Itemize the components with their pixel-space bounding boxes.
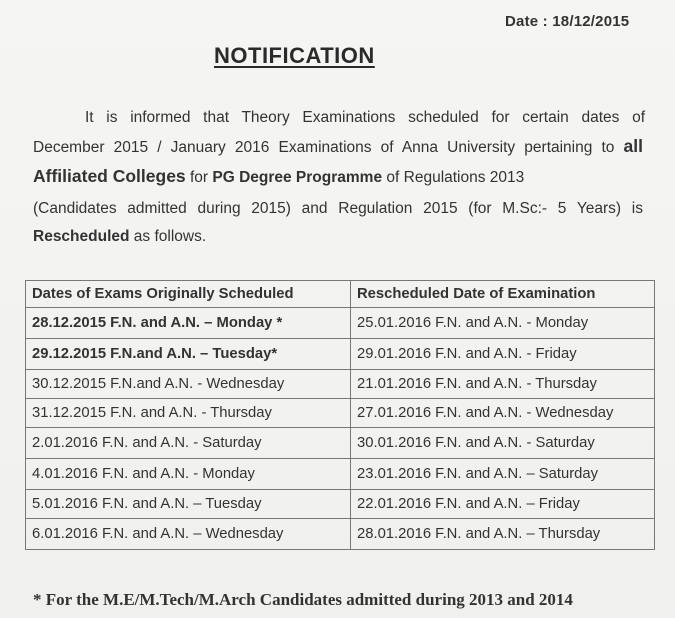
body-line-5 <box>33 227 643 247</box>
header-rescheduled-dates: Rescheduled Date of Examination <box>351 281 655 308</box>
rescheduled-date-cell: 21.01.2016 F.N. and A.N. - Thursday <box>351 370 655 399</box>
footnote: * For the M.E/M.Tech/M.Arch Candidates admitted during 2013 and 2014 <box>33 590 573 609</box>
rescheduled-date-cell: 25.01.2016 F.N. and A.N. - Monday <box>351 308 655 339</box>
original-date-cell: 5.01.2016 F.N. and A.N. – Tuesday <box>26 490 351 519</box>
rescheduled-date-cell: 22.01.2016 F.N. and A.N. – Friday <box>351 490 655 519</box>
original-date-cell: 4.01.2016 F.N. and A.N. - Monday <box>26 459 351 490</box>
body-line-3-for: for <box>185 169 213 186</box>
reschedule-table <box>25 280 655 550</box>
original-date-cell: 28.12.2015 F.N. and A.N. – Monday * <box>26 308 351 339</box>
notification-date: Date : 18/12/2015 <box>505 13 630 30</box>
original-date-cell: 29.12.2015 F.N.and A.N. – Tuesday* <box>26 339 351 370</box>
original-date-cell: 6.01.2016 F.N. and A.N. – Wednesday <box>26 519 351 550</box>
rescheduled-date-cell: 29.01.2016 F.N. and A.N. - Friday <box>351 339 655 370</box>
table-row <box>26 399 655 428</box>
page-title: NOTIFICATION <box>214 43 375 68</box>
table-row <box>26 428 655 459</box>
rescheduled-text: Rescheduled <box>33 228 130 245</box>
body-line-5-follows: as follows. <box>129 228 207 245</box>
table-row <box>26 490 655 519</box>
rescheduled-date-cell: 23.01.2016 F.N. and A.N. – Saturday <box>351 459 655 490</box>
rescheduled-date-cell: 30.01.2016 F.N. and A.N. - Saturday <box>351 428 655 459</box>
table-row <box>26 308 655 339</box>
header-original-dates: Dates of Exams Originally Scheduled <box>26 281 351 308</box>
body-line-1: It is informed that Theory Examinations scheduled for certain dates of <box>85 109 645 126</box>
body-line-3-regulations: of Regulations 2013 <box>382 169 525 186</box>
table-row <box>26 519 655 550</box>
pg-degree-text: PG Degree Programme <box>212 169 383 186</box>
original-date-cell: 2.01.2016 F.N. and A.N. - Saturday <box>26 428 351 459</box>
table-header-row <box>26 281 655 308</box>
body-line-2 <box>33 136 643 158</box>
body-line-2-text: December 2015 / January 2016 Examinations of Anna University pertaining to <box>33 139 624 156</box>
body-line-3 <box>33 166 643 188</box>
original-date-cell: 31.12.2015 F.N. and A.N. - Thursday <box>26 399 351 428</box>
table-row <box>26 339 655 370</box>
rescheduled-date-cell: 27.01.2016 F.N. and A.N. - Wednesday <box>351 399 655 428</box>
original-date-cell: 30.12.2015 F.N.and A.N. - Wednesday <box>26 370 351 399</box>
body-line-4: (Candidates admitted during 2015) and Regulation 2015 (for M.Sc:- 5 Years) is <box>33 200 643 217</box>
rescheduled-date-cell: 28.01.2016 F.N. and A.N. – Thursday <box>351 519 655 550</box>
table-row <box>26 459 655 490</box>
body-line-2-all: all <box>623 136 643 156</box>
table-row <box>26 370 655 399</box>
affiliated-colleges-text: Affiliated Colleges <box>33 166 186 186</box>
